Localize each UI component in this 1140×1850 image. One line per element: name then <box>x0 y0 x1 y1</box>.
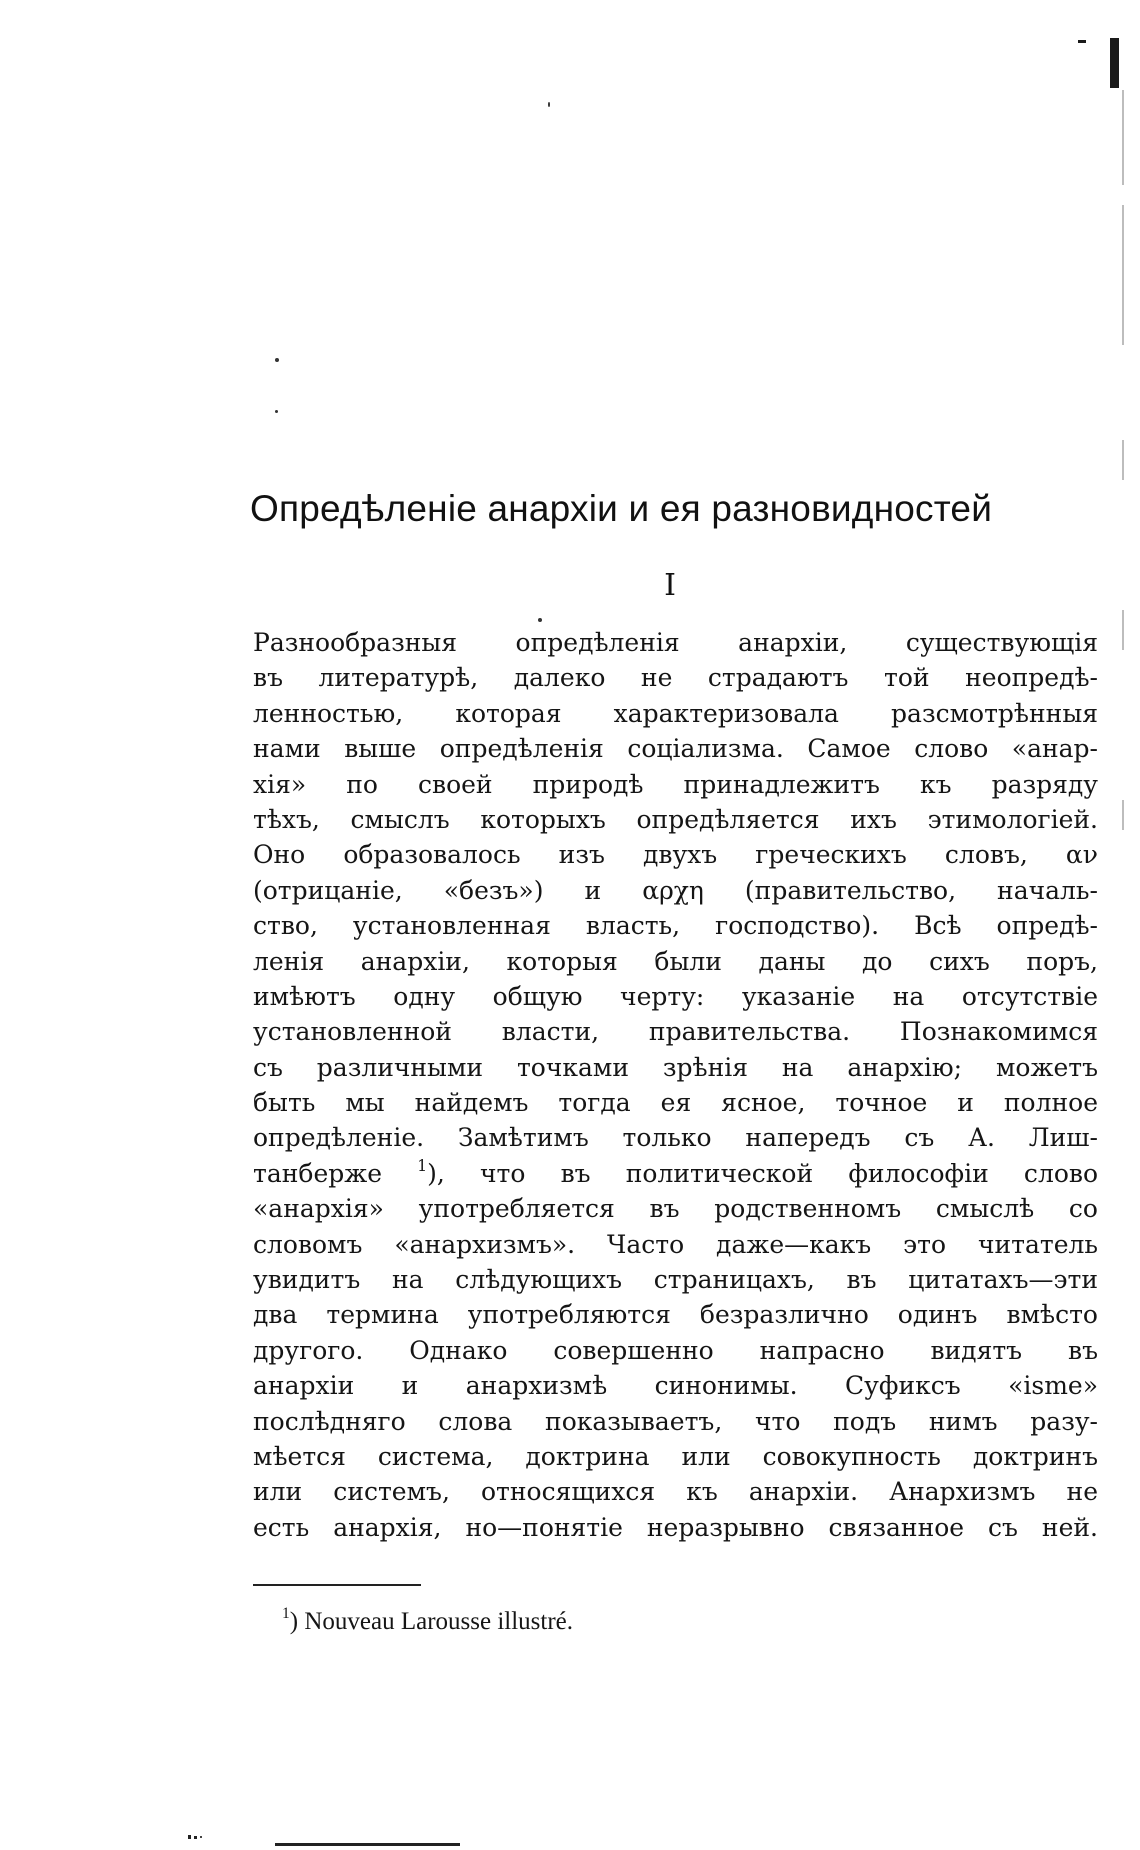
text-line: тѣхъ, смыслъ которыхъ опредѣляется ихъ этимологіей. <box>253 804 1098 834</box>
body-paragraph <box>253 625 1098 1545</box>
text-line: съ различными точками зрѣнія на анархію; можетъ <box>253 1052 1098 1082</box>
scan-edge-line <box>1122 90 1124 185</box>
scan-speck <box>548 102 550 107</box>
scan-edge-mark <box>1110 38 1119 88</box>
text-fragment: танберже <box>253 1158 383 1188</box>
text-line: нами выше опредѣленія соціализма. Самое слово «анар- <box>253 734 1098 764</box>
scan-speck <box>275 410 278 413</box>
chapter-title: Опредѣленіе анархіи и ея разновидностей <box>250 488 993 529</box>
scan-speck <box>538 618 542 622</box>
text-line: быть мы найдемъ тогда ея ясное, точное и полное <box>253 1088 1098 1118</box>
text-line: «анархія» употребляется въ родственномъ смыслѣ со <box>253 1194 1098 1224</box>
text-line: установленной власти, правительства. Познакомимся <box>253 1017 1098 1047</box>
text-line: (отрицаніе, «безъ») и αρχη (правительство, началь- <box>253 875 1098 905</box>
footnote-divider <box>253 1584 421 1586</box>
scan-edge-mark <box>1078 40 1086 43</box>
section-number: I <box>664 568 676 603</box>
text-line: опредѣленіе. Замѣтимъ только напередъ съ А. Лиш- <box>253 1123 1098 1153</box>
page-bottom-rule <box>275 1843 460 1846</box>
text-line: другого. Однако совершенно напрасно видятъ въ <box>253 1335 1098 1365</box>
text-line: хія» по своей природѣ принадлежитъ къ разряду <box>253 769 1098 799</box>
text-line: мѣется система, доктрина или совокупность доктринъ <box>253 1441 1098 1471</box>
text-line: анархіи и анархизмѣ синонимы. Суфиксъ «isme» <box>253 1371 1098 1401</box>
text-line-with-footnote-ref <box>253 1156 1098 1191</box>
footnote-reference: 1 <box>417 1157 428 1176</box>
scan-edge-line <box>1122 205 1124 345</box>
text-line: ленностью, которая характеризовала разсмотрѣнныя <box>253 698 1098 728</box>
scan-edge-line <box>1122 800 1124 830</box>
text-line: въ литературѣ, далеко не страдаютъ той неопредѣ- <box>253 663 1098 693</box>
text-line: два термина употребляются безразлично одинъ вмѣсто <box>253 1300 1098 1330</box>
text-line: есть анархія, но—понятіе неразрывно связанное съ ней. <box>253 1512 1098 1542</box>
scan-speck <box>275 358 279 362</box>
scan-speck <box>188 1834 204 1840</box>
scan-edge-line <box>1122 440 1124 480</box>
footnote-text: ) Nouveau Larousse illustré. <box>289 1608 574 1635</box>
footnote <box>282 1605 574 1636</box>
text-line: имѣютъ одну общую черту: указаніе на отсутствіе <box>253 981 1098 1011</box>
text-line: Разнообразныя опредѣленія анархіи, существующія <box>253 628 1098 657</box>
scan-edge-line <box>1122 610 1124 650</box>
text-fragment: ), что въ политической философіи слово <box>427 1158 1098 1188</box>
text-line: словомъ «анархизмъ». Часто даже—какъ это читатель <box>253 1229 1098 1259</box>
text-line: или системъ, относящихся къ анархіи. Анархизмъ не <box>253 1477 1098 1507</box>
text-line: ство, установленная власть, господство). Всѣ опредѣ- <box>253 911 1098 941</box>
footnote-marker: 1 <box>282 1605 290 1623</box>
text-line: Оно образовалось изъ двухъ греческихъ словъ, αν <box>253 840 1098 870</box>
text-line: ленія анархіи, которыя были даны до сихъ поръ, <box>253 946 1098 976</box>
text-line: увидитъ на слѣдующихъ страницахъ, въ цитатахъ—эти <box>253 1265 1098 1295</box>
text-line: послѣдняго слова показываетъ, что подъ нимъ разу- <box>253 1406 1098 1436</box>
